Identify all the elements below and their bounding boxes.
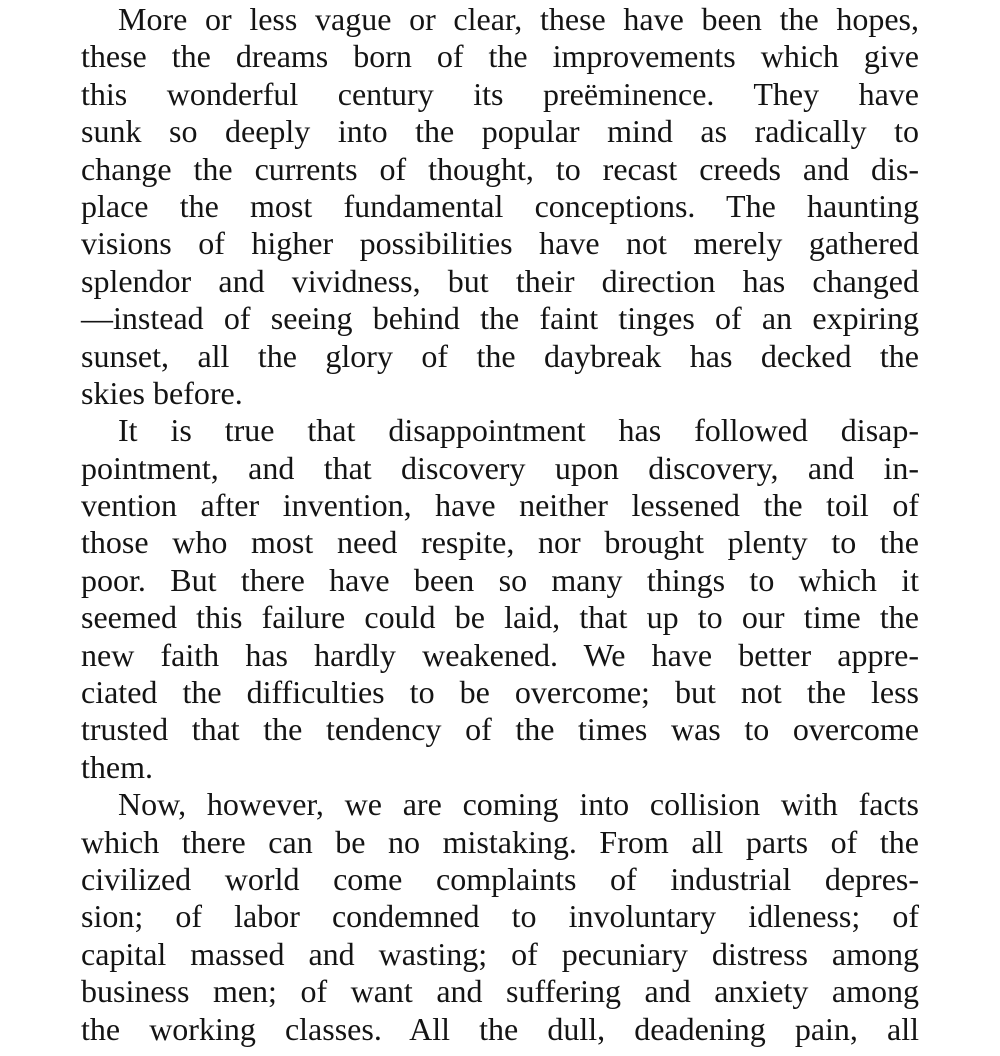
paragraph-3 bbox=[81, 786, 919, 1048]
text-line: this wonderful century its preëminence. They have bbox=[81, 75, 919, 112]
text-line: splendor and vividness, but their direction has changed bbox=[81, 262, 919, 299]
text-line: skies before. bbox=[81, 374, 243, 411]
text-line: sion; of labor condemned to involuntary idleness; of bbox=[81, 898, 919, 935]
paragraph-1 bbox=[81, 1, 919, 412]
text-line: civilized world come complaints of industrial depres- bbox=[81, 860, 919, 897]
text-line: trusted that the tendency of the times was to overcome bbox=[81, 711, 919, 748]
text-line: Now, however, we are coming into collision with facts bbox=[118, 786, 919, 823]
text-line: It is true that disappointment has followed disap- bbox=[118, 412, 919, 449]
text-line: new faith has hardly weakened. We have better appre- bbox=[81, 636, 919, 673]
text-line: poor. But there have been so many things to which it bbox=[81, 561, 919, 598]
text-line: capital massed and wasting; of pecuniary distress among bbox=[81, 935, 919, 972]
text-line: vention after invention, have neither lessened the toil of bbox=[81, 487, 919, 524]
text-line: them. bbox=[81, 748, 153, 785]
paragraph-2 bbox=[81, 412, 919, 786]
text-line: —instead of seeing behind the faint tinges of an expiring bbox=[81, 300, 919, 337]
text-line: place the most fundamental conceptions. The haunting bbox=[81, 187, 919, 224]
text-line: More or less vague or clear, these have been the hopes, bbox=[118, 1, 919, 37]
text-line: sunset, all the glory of the daybreak has decked the bbox=[81, 337, 919, 374]
text-line: change the currents of thought, to recast creeds and dis- bbox=[81, 150, 919, 187]
text-line: these the dreams born of the improvements which give bbox=[81, 38, 919, 75]
text-line: pointment, and that discovery upon discovery, and in- bbox=[81, 449, 919, 486]
text-line: visions of higher possibilities have not merely gathered bbox=[81, 225, 919, 262]
text-line: the working classes. All the dull, deadening pain, all bbox=[81, 1010, 919, 1047]
text-line: sunk so deeply into the popular mind as radically to bbox=[81, 113, 919, 150]
text-line: those who most need respite, nor brought plenty to the bbox=[81, 524, 919, 561]
text-line: seemed this failure could be laid, that up to our time the bbox=[81, 599, 919, 636]
text-line: which there can be no mistaking. From all parts of the bbox=[81, 823, 919, 860]
text-column bbox=[81, 1, 919, 1048]
text-line: ciated the difficulties to be overcome; but not the less bbox=[81, 674, 919, 711]
text-line: business men; of want and suffering and anxiety among bbox=[81, 973, 919, 1010]
